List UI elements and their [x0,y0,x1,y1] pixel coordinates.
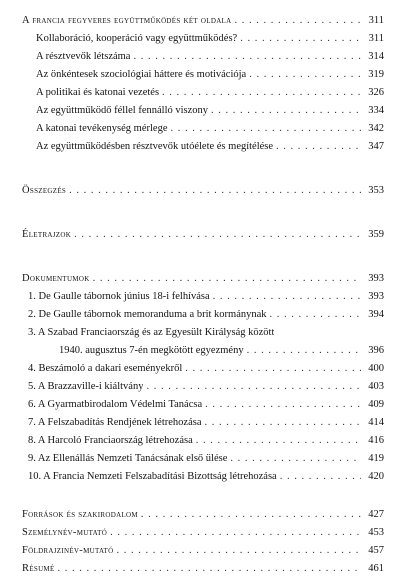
toc-document-entry-continuation [22,342,384,360]
toc-entry-title: 5. A Brazzaville-i kiáltvány [28,381,144,392]
toc-page-number: 414 [368,417,384,428]
toc-section [22,560,384,578]
toc-document-entry [22,396,384,414]
toc-page-number: 416 [368,435,384,446]
leader-dots [93,270,361,288]
toc-entry-title: Az együttműködésben résztvevők utóélete és megítélése [36,141,274,152]
toc-subsection [22,120,384,138]
toc-document-entry [22,432,384,450]
toc-page-number: 461 [368,563,384,574]
toc-entry-title: Kollaboráció, kooperáció vagy együttműködés? [36,33,238,44]
toc-entry-title: 8. A Harcoló Franciaország létrehozása [28,435,193,446]
toc-entry-title: A politikai és katonai vezetés [36,87,160,98]
toc-section [22,542,384,560]
leader-dots [235,12,362,30]
toc-document-entry [22,306,384,324]
toc-entry-title: 2. De Gaulle tábornok memoranduma a brit kormánynak [28,309,267,320]
toc-page-number: 409 [368,399,384,410]
toc-entry-title: 10. A Francia Nemzeti Felszabadítási Bizottság létrehozása [28,471,277,482]
leader-dots [211,102,361,120]
toc-entry-title-continuation: 1940. augusztus 7-én megkötött egyezmény [59,345,244,356]
leader-dots [58,560,361,578]
toc-page-number: 457 [368,545,384,556]
leader-dots [247,342,361,360]
leader-dots [146,378,361,396]
leader-dots [240,30,361,48]
toc-section-title: Személynév-mutató [22,527,108,538]
toc-page-number: 419 [368,453,384,464]
toc-section-title: Dokumentumok [22,273,90,284]
leader-dots [205,396,361,414]
toc-page-number: 400 [368,363,384,374]
toc-subsection [22,138,384,156]
toc-document-entry [22,360,384,378]
toc-page-number: 319 [368,69,384,80]
toc-section [22,270,384,288]
toc-document-entry [22,288,384,306]
leader-dots [162,84,361,102]
toc-page-number: 393 [368,291,384,302]
toc-page-number: 394 [368,309,384,320]
toc-section [22,182,384,200]
leader-dots [141,506,361,524]
toc-section [22,524,384,542]
leader-dots [205,414,362,432]
toc-page-number: 453 [368,527,384,538]
leader-dots [110,524,361,542]
leader-dots [213,288,361,306]
leader-dots [249,66,361,84]
toc-entry-title: 4. Beszámoló a dakari eseményekről [28,363,183,374]
toc-entry-title: Az önkéntesek szociológiai háttere és motivációja [36,69,247,80]
leader-dots [116,542,361,560]
toc-page-number: 396 [368,345,384,356]
toc-page-number: 420 [368,471,384,482]
leader-dots [276,138,361,156]
toc-subsection [22,30,384,48]
toc-subsection [22,84,384,102]
toc-document-entry [22,468,384,486]
toc-entry-title: 7. A Felszabadítás Rendjének létrehozása [28,417,202,428]
toc-document-entry [22,324,384,342]
toc-page-number: 334 [368,105,384,116]
toc-document-entry [22,378,384,396]
toc-page-number: 403 [368,381,384,392]
toc-page-number: 393 [368,273,384,284]
toc-entry-title: 1. De Gaulle tábornok június 18-i felhívása [28,291,210,302]
toc-page-number: 326 [368,87,384,98]
toc-entry-title: A résztvevők létszáma [36,51,131,62]
toc-page-number: 311 [368,15,384,26]
toc-section [22,506,384,524]
toc-section-title: Életrajzok [22,229,72,240]
toc-entry-title: Az együttműködő féllel fennálló viszony [36,105,209,116]
toc-page-number: 427 [368,509,384,520]
toc-subsection [22,66,384,84]
toc-page-number: 342 [368,123,384,134]
leader-dots [69,182,361,200]
leader-dots [196,432,361,450]
leader-dots [74,226,361,244]
leader-dots [185,360,361,378]
leader-dots [270,306,361,324]
leader-dots [133,48,361,66]
leader-dots [230,450,361,468]
toc-entry-title: A katonai tevékenység mérlege [36,123,168,134]
toc-section [22,12,384,30]
toc-section-title: Résumé [22,563,55,574]
toc-section-title: Földrajzinév-mutató [22,545,114,556]
toc-section-title: Források és szakirodalom [22,509,138,520]
toc-page-number: 359 [368,229,384,240]
toc-page-number: 347 [368,141,384,152]
table-of-contents [22,12,384,578]
toc-page-number: 311 [368,33,384,44]
toc-subsection [22,102,384,120]
toc-page-number: 353 [368,185,384,196]
leader-dots [171,120,362,138]
toc-entry-title: 3. A Szabad Franciaország és az Egyesült Királyság között [28,327,275,338]
toc-page-number: 314 [368,51,384,62]
toc-entry-title: 6. A Gyarmatbirodalom Védelmi Tanácsa [28,399,203,410]
leader-dots [280,468,361,486]
toc-section [22,226,384,244]
toc-section-title: Összegzés [22,185,67,196]
toc-section-title: A francia fegyveres együttműködés két oldala [22,15,232,26]
toc-document-entry [22,450,384,468]
toc-subsection [22,48,384,66]
toc-entry-title: 9. Az Ellenállás Nemzeti Tanácsának első ülése [28,453,228,464]
toc-document-entry [22,414,384,432]
